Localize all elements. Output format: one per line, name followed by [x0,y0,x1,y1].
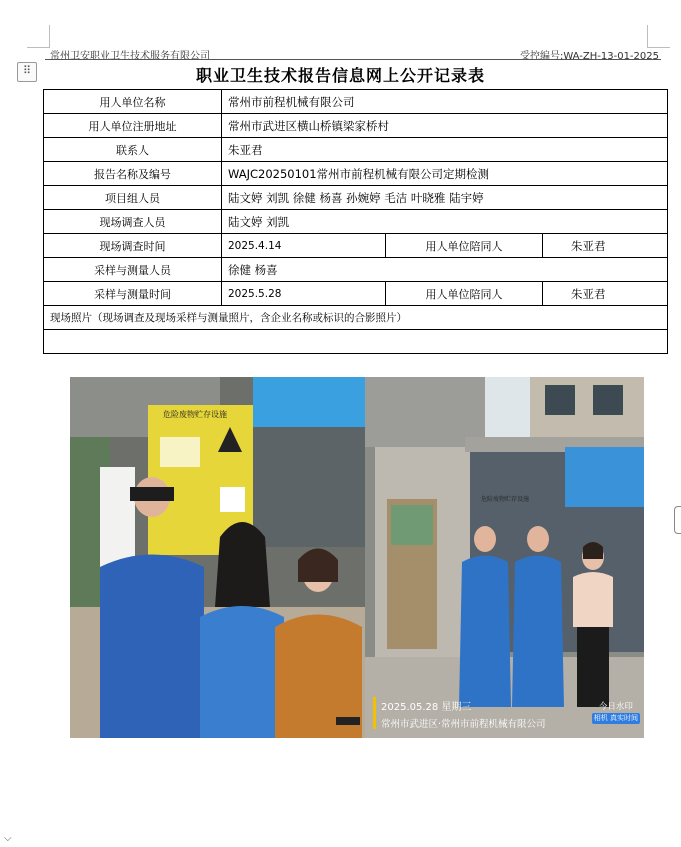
surveyors-label: 现场调查人员 [44,210,222,234]
table-row [44,306,668,330]
team-label: 项目组人员 [44,186,222,210]
survey-time-label: 现场调查时间 [44,234,222,258]
header-company: 常州卫安职业卫生技术服务有限公司 [50,51,210,62]
side-panel-tab[interactable] [674,506,681,534]
survey-companion-label: 用人单位陪同人 [386,234,543,258]
table-row [44,234,668,258]
site-photo-survey [70,377,365,738]
survey-companion-value: 朱亚君 [543,234,668,258]
table-row [44,258,668,282]
table-move-handle-icon[interactable]: ⠿ [17,62,37,82]
page-corner-mark [647,25,670,48]
report-value: WAJC20250101常州市前程机械有限公司定期检测 [222,162,668,186]
samplers-label: 采样与测量人员 [44,258,222,282]
table-row [44,114,668,138]
registered-address-label: 用人单位注册地址 [44,114,222,138]
chevron-down-icon[interactable]: ⌵ [4,833,12,844]
surveyors-value: 陆文婷 刘凯 [222,210,668,234]
hazardous-waste-sign: 危险废物贮存设施 [481,496,530,503]
header-control-code: 受控编号:WA-ZH-13-01-2025 [519,51,659,62]
contact-value: 朱亚君 [222,138,668,162]
team-value: 陆文婷 刘凯 徐健 杨喜 孙婉婷 毛洁 叶晓雅 陆宇婷 [222,186,668,210]
document-title: 职业卫生技术报告信息网上公开记录表 [195,66,485,85]
photos-label: 现场照片（现场调查及现场采样与测量照片，含企业名称或标识的合影照片） [44,306,668,330]
table-row [44,330,668,354]
photos-cell [44,330,668,730]
sampling-time-label: 采样与测量时间 [44,282,222,306]
table-row [44,90,668,114]
table-row [44,162,668,186]
sampling-companion-value: 朱亚君 [543,282,668,306]
watermark-accent-bar [373,697,376,729]
sampling-companion-label: 用人单位陪同人 [386,282,543,306]
watermark-badge: 相机 真实时间 [593,714,638,722]
survey-time-value: 2025.4.14 [222,234,386,258]
page-corner-mark [27,25,50,48]
sampling-time-value: 2025.5.28 [222,282,386,306]
table-row [44,282,668,306]
report-label: 报告名称及编号 [44,162,222,186]
table-row [44,210,668,234]
header-rule [45,59,661,60]
registered-address-value: 常州市武进区横山桥镇梁家桥村 [222,114,668,138]
samplers-value: 徐健 杨喜 [222,258,668,282]
table-row [44,138,668,162]
employer-name-value: 常州市前程机械有限公司 [222,90,668,114]
record-table [43,89,668,730]
table-row [44,186,668,210]
contact-label: 联系人 [44,138,222,162]
watermark-place: 常州市武进区·常州市前程机械有限公司 [381,719,546,730]
watermark-logo [592,702,640,724]
watermark-logo-text: 今日水印 [598,702,633,712]
site-photo-sampling [365,377,644,738]
watermark-date: 2025.05.28 星期三 [381,702,472,713]
employer-name-label: 用人单位名称 [44,90,222,114]
hazardous-waste-sign: 危险废物贮存设施 [163,410,227,419]
